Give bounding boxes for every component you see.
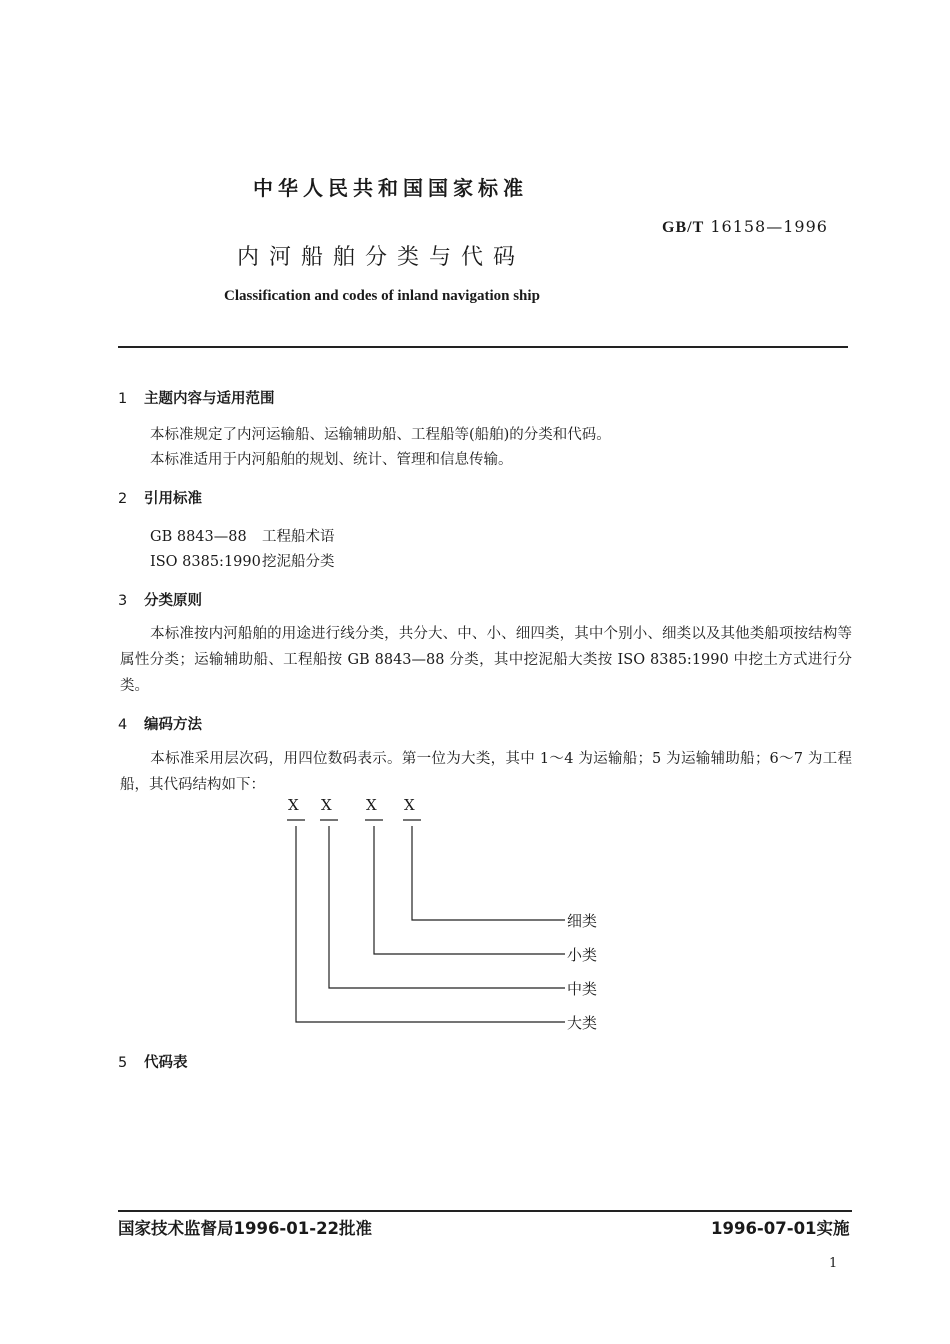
reference-item: ISO 8385:1990挖泥船分类 bbox=[150, 554, 335, 570]
section-4-heading: 4 编码方法 bbox=[118, 717, 202, 733]
code-digit-3: X bbox=[366, 796, 377, 814]
country-standard-heading: 中华人民共和国国家标准 bbox=[253, 176, 528, 200]
code-structure-diagram bbox=[280, 796, 620, 1036]
implementation-date: 1996-07-01实施 bbox=[711, 1219, 850, 1238]
label-middle-class: 中类 bbox=[567, 980, 598, 998]
footer-divider bbox=[118, 1210, 852, 1212]
section-1-paragraph-1: 本标准规定了内河运输船、运输辅助船、工程船等(船舶)的分类和代码。 bbox=[150, 427, 611, 443]
standard-prefix: GB/T bbox=[662, 219, 705, 236]
label-detail-class: 细类 bbox=[567, 912, 598, 930]
section-3-paragraph: 本标准按内河船舶的用途进行线分类，共分大、中、小、细四类，其中个别小、细类以及其他类船项按结构等属性分类；运输辅助船、工程船按 GB 8843—88 分类，其中挖泥船大类按 ISO 8385:1990 中挖土方式进行分类。 bbox=[120, 626, 852, 694]
standard-number-value: 16158—1996 bbox=[710, 217, 828, 236]
label-minor-class: 小类 bbox=[567, 946, 598, 964]
section-1-heading: 1 主题内容与适用范围 bbox=[118, 391, 275, 407]
approval-date: 国家技术监督局1996-01-22批准 bbox=[118, 1219, 373, 1238]
section-5-heading: 5 代码表 bbox=[118, 1055, 188, 1071]
reference-item: GB 8843—88 工程船术语 bbox=[150, 529, 335, 545]
header-divider bbox=[118, 346, 848, 348]
section-2-heading: 2 引用标准 bbox=[118, 491, 202, 507]
code-digit-2: X bbox=[321, 796, 332, 814]
code-digit-4: X bbox=[404, 796, 415, 814]
document-title-english: Classification and codes of inland navigation ship bbox=[224, 288, 540, 304]
section-4-paragraph: 本标准采用层次码，用四位数码表示。第一位为大类，其中 1～4 为运输船；5 为运输辅助船；6～7 为工程船，其代码结构如下： bbox=[120, 751, 852, 793]
standard-number bbox=[662, 217, 828, 237]
code-digit-1: X bbox=[288, 796, 299, 814]
section-3-heading: 3 分类原则 bbox=[118, 593, 202, 609]
section-1-paragraph-2: 本标准适用于内河船舶的规划、统计、管理和信息传输。 bbox=[150, 452, 513, 468]
label-major-class: 大类 bbox=[567, 1014, 598, 1032]
page-number: 1 bbox=[829, 1256, 838, 1271]
document-title: 内河船舶分类与代码 bbox=[237, 245, 526, 270]
